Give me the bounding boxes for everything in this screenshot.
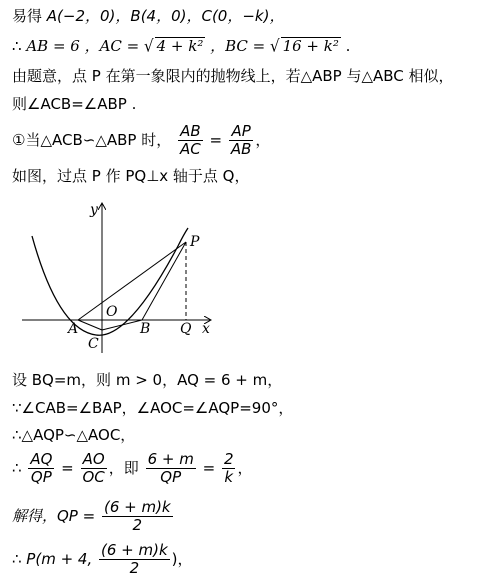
numerator: (6 + m)k: [101, 541, 168, 559]
line-4: 则∠ACB=∠ABP .: [12, 95, 137, 113]
label-b: B: [140, 321, 151, 337]
line-1: [12, 6, 284, 26]
numerator: AO: [81, 451, 107, 469]
closing: )，: [171, 550, 193, 568]
solve-text: 解得，QP =: [12, 507, 100, 525]
label-x: x: [202, 321, 210, 337]
numerator: (6 + m)k: [103, 498, 171, 516]
fraction: [229, 123, 254, 158]
numerator: 2: [223, 450, 234, 468]
denominator: k: [224, 468, 234, 486]
numerator: 6 + m: [147, 450, 194, 468]
segment-bp: [142, 242, 186, 320]
line-5: [12, 122, 270, 158]
segment-bc: [102, 320, 142, 330]
fraction: [102, 499, 173, 534]
fraction: [81, 451, 107, 486]
bc-radicand: 16 + k²: [282, 37, 339, 55]
bc-text: ，BC =: [205, 37, 270, 55]
line-6: 如图，过点 P 作 PQ⊥x 轴于点 Q，: [12, 167, 250, 185]
denominator: QP: [30, 468, 52, 486]
denominator: OC: [82, 468, 105, 486]
equals: =: [204, 131, 227, 149]
sqrt-icon: √: [144, 36, 154, 56]
line-8: ∵∠CAB=∠BAP，∠AOC=∠AQP=90°，: [12, 399, 294, 417]
denominator: QP: [160, 468, 182, 486]
therefore-symbol: ∴: [12, 459, 27, 477]
label-p: P: [190, 234, 200, 250]
line-10: [12, 449, 253, 487]
denominator: 2: [132, 516, 143, 534]
fraction: [28, 451, 54, 486]
fraction: [178, 123, 203, 158]
therefore-symbol: ∴: [12, 37, 22, 55]
numerator: AB: [178, 123, 203, 141]
coordinates: A(−2，0)，B(4，0)，C(0，−k)，: [46, 7, 285, 25]
line-11: [12, 497, 175, 535]
fraction: [146, 451, 196, 486]
denominator: AC: [180, 140, 201, 158]
i-e-text: ，即: [108, 459, 144, 477]
parabola-figure: [18, 198, 218, 358]
point-p-text: ∴ P(m + 4,: [12, 550, 98, 568]
comma: ，: [255, 131, 271, 149]
comma: ，: [237, 459, 253, 477]
equals: =: [56, 459, 79, 477]
label-q: Q: [180, 321, 192, 337]
numerator: AP: [229, 123, 254, 141]
text: 易得: [12, 7, 47, 25]
denominator: AB: [230, 140, 252, 158]
sqrt-icon: √: [270, 36, 280, 56]
segment-ap: [78, 242, 186, 320]
label-y: y: [90, 202, 98, 218]
line-9: ∴△AQP∽△AOC，: [12, 426, 136, 444]
denominator: 2: [129, 559, 140, 577]
label-o: O: [106, 304, 118, 320]
segment-ac: [78, 320, 102, 330]
fraction: [222, 451, 236, 486]
numerator: AQ: [30, 450, 53, 468]
line-3: 由题意，点 P 在第一象限内的抛物线上，若△ABP 与△ABC 相似，: [12, 67, 454, 85]
line-7: 设 BQ=m，则 m > 0，AQ = 6 + m，: [12, 371, 283, 389]
case-text: ①当△ACB∽△ABP 时，: [12, 131, 172, 149]
ab-ac-text: AB = 6 ，AC =: [26, 37, 145, 55]
label-a: A: [68, 321, 79, 337]
line-12: [12, 540, 193, 578]
ac-radicand: 4 + k²: [156, 37, 204, 55]
equals: =: [197, 459, 220, 477]
line-2: [12, 36, 350, 56]
fraction: [99, 542, 170, 577]
period: .: [340, 37, 351, 55]
label-c: C: [88, 336, 99, 352]
